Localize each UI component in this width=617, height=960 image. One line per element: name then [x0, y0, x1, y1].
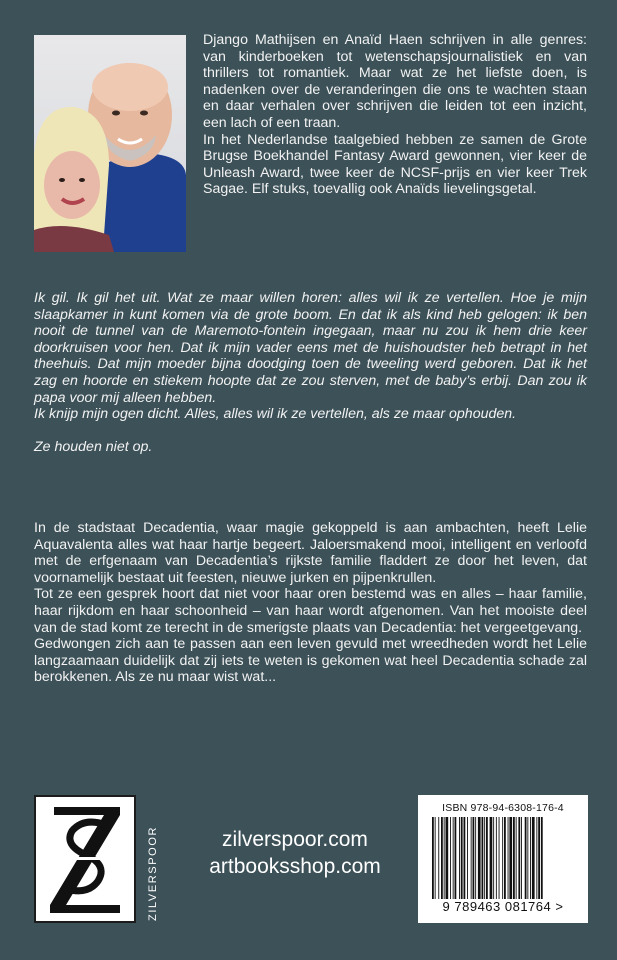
publisher-name-vertical — [144, 795, 160, 923]
barcode-bar — [532, 817, 535, 899]
barcode-bar — [444, 817, 445, 899]
book-excerpt — [34, 290, 587, 455]
barcode-bar — [455, 817, 457, 899]
barcode-bar — [493, 817, 494, 899]
author-bio-paragraph: Django Mathijsen en Anaïd Haen schrijven in alle genres: van kinderboeken tot wetenschapsjournalistiek en van thrillers tot romantiek. Maar wat ze het liefste doen, is nadenken over de veranderingen die ons te wachten staan en daar verhalen over schrijven die leiden tot een inzicht, een lach of een traan. — [203, 32, 587, 131]
barcode-bar — [490, 817, 493, 899]
barcode-bar — [508, 817, 509, 899]
barcode-bar — [504, 817, 506, 899]
barcode-bar — [516, 817, 517, 899]
barcode-bar — [473, 817, 475, 899]
barcode-bar — [530, 817, 531, 899]
publisher-urls — [180, 826, 410, 880]
barcode-bar — [464, 817, 466, 899]
barcode-bar — [467, 817, 468, 899]
barcode-bar — [499, 817, 500, 899]
barcode-bar — [527, 817, 528, 899]
barcode-bar — [446, 817, 449, 899]
publisher-url[interactable]: artbooksshop.com — [209, 855, 381, 878]
barcode-bar — [538, 817, 540, 899]
barcode-bar — [521, 817, 522, 899]
barcode-bar — [536, 817, 537, 899]
barcode-bar — [484, 817, 485, 899]
barcode-bar — [509, 817, 512, 899]
barcode-bar — [453, 817, 454, 899]
publisher-url[interactable]: zilverspoor.com — [222, 828, 368, 851]
barcode-bar — [459, 817, 460, 899]
barcode-bar — [471, 817, 472, 899]
barcode-bar — [435, 817, 436, 899]
barcode-bar — [502, 817, 503, 899]
isbn-barcode — [418, 795, 588, 923]
zs-monogram-icon — [36, 797, 134, 921]
publisher-name: ZILVERSPOOR — [147, 825, 159, 921]
author-photo-illustration — [34, 35, 186, 252]
barcode-bar — [486, 817, 488, 899]
barcode-bar — [432, 817, 434, 899]
barcode-bar — [496, 817, 497, 899]
publisher-logo — [34, 795, 136, 923]
blurb-paragraph: In de stadstaat Decadentia, waar magie gekoppeld is aan ambachten, heeft Lelie Aquavalenta alles wat haar hartje begeert. Jaloersmakend mooi, intelligent en verloofd met de erfgenaam van Decadentia’s rijkste familie fladdert ze door het leven, dat voornamelijk bestaat uit feesten, nieuwe jurken en pijpenkrullen. — [34, 520, 587, 586]
barcode-bars — [432, 817, 574, 899]
blurb-paragraph: Gedwongen zich aan te passen aan een leven gevuld met wreedheden wordt het Lelie langzaamaan duidelijk dat zij iets te weten is gekomen wat heel Decadentia schade zal berokkenen. Als ze nu maar wist wat... — [34, 636, 587, 686]
barcode-bar — [475, 817, 476, 899]
barcode-bar — [541, 817, 543, 899]
excerpt-paragraph: Ik gil. Ik gil het uit. Wat ze maar willen horen: alles wil ik ze vertellen. Hoe je mijn slaapkamer in kunt komen via de grote boom. En dat ik als kind heb gelogen: ik ben nooit de tunnel van de Maremoto-fontein ingegaan, maar nu zou ik hem drie keer doorkruisen voor hen. Dat ik mijn vader eens met de huishoudster heb betrapt in het theehuis. Dat mijn moeder bijna doodging toen de tweeling werd geboren. Dat ik het zag en hoorde en stiekem hoopte dat ze zou sterven, met de baby’s erbij. Dan zou ik papa voor mij alleen hebben. — [34, 290, 587, 406]
barcode-bar — [525, 817, 527, 899]
excerpt-tagline: Ze houden niet op. — [34, 438, 153, 455]
barcode-bar — [513, 817, 515, 899]
author-bio-paragraph: In het Nederlandse taalgebied hebben ze samen de Grote Brugse Boekhandel Fantasy Award gewonnen, vier keer de Unleash Award, twee keer de NCSF-prijs en vier keer Trek Sagae. Elf stuks, toevallig ook Anaïds lievelingsgetal. — [203, 131, 587, 198]
isbn-label: ISBN 978-94-6308-176-4 — [442, 802, 564, 814]
barcode-bar — [518, 817, 520, 899]
author-photo — [34, 35, 186, 252]
author-bio — [203, 32, 587, 198]
barcode-digits: 9 789463 081764 > — [442, 899, 564, 914]
barcode-bar — [482, 817, 484, 899]
book-blurb — [34, 520, 587, 686]
excerpt-paragraph: Ik knijp mijn ogen dicht. Alles, alles wil ik ze vertellen, als ze maar ophouden. — [34, 406, 517, 423]
barcode-bar — [438, 817, 439, 899]
blurb-paragraph: Tot ze een gesprek hoort dat niet voor haar oren bestemd was en alles – haar familie, haar rijkdom en haar schoonheid – van haar wordt afgenomen. Van het mooiste deel van de stad komt ze terecht in de smerigste plaats van Decadentia: het vergeetgevang. — [34, 586, 587, 636]
barcode-bar — [441, 817, 443, 899]
barcode-bar — [461, 817, 463, 899]
barcode-bar — [450, 817, 451, 899]
barcode-bar — [478, 817, 481, 899]
